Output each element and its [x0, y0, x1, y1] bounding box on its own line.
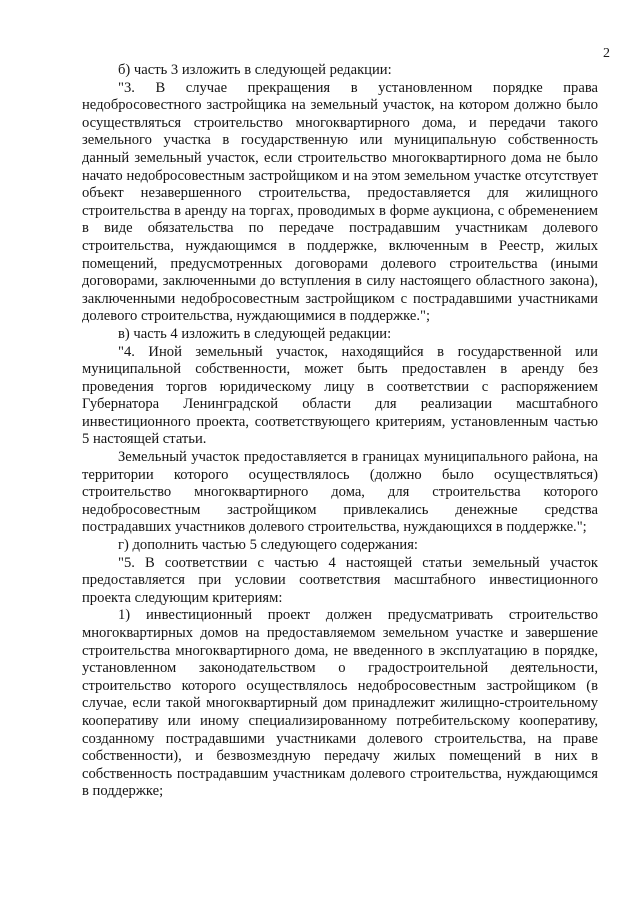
paragraph-amendment-v: в) часть 4 изложить в следующей редакции: [118, 325, 392, 342]
paragraph-part-4-land: Земельный участок предоставляется в границах муниципального района, на территории которого осуществлялось (должно было осуществляться) строительство многоквартирного дома, для строительства которого недобросовестным застройщиком привлекались денежные средства пострадавших участников долевого строительства, нуждающихся в поддержке."; [82, 449, 598, 536]
paragraph-criterion-1: 1) инвестиционный проект должен предусматривать строительство многоквартирных домов на предоставляемом земельном участке и завершение строительства многоквартирного дома, не введенного в эксплуатацию в порядке, установленном законодательством о градостроительной деятельности, строительство которого осуществлялось недобросовестным застройщиком (в случае, если такой многоквартирный дом принадлежит жилищно-строительному кооперативу или иному специализированному потребительскому кооперативу, созданному пострадавшими участниками долевого строительства, на праве собственности), и безвозмездную передачу жилых помещений в них в собственность пострадавшим участникам долевого строительства, нуждающимся в поддержке; [82, 607, 598, 800]
document-body [82, 62, 598, 801]
paragraph-part-4: "4. Иной земельный участок, находящийся в государственной или муниципальной собственности, может быть предоставлен в аренду без проведения торгов юридическому лицу в соответствии с распоряжением Губернатора Ленинградской области для реализации масштабного инвестиционного проекта, соответствующего критериям, установленным частью 5 настоящей статьи. [82, 343, 598, 448]
paragraph-amendment-b: б) часть 3 изложить в следующей редакции: [118, 62, 392, 78]
paragraph-amendment-g: г) дополнить частью 5 следующего содержания: [118, 537, 418, 554]
page-number: 2 [603, 46, 610, 61]
paragraph-part-5: "5. В соответствии с частью 4 настоящей статьи земельный участок предоставляется при условии соответствия масштабного инвестиционного проекта следующим критериям: [82, 554, 598, 606]
paragraph-part-3: "3. В случае прекращения в установленном порядке права недобросовестного застройщика на земельный участок, на котором должно было осуществляться строительство многоквартирного дома, и передачи такого земельного участка в государственную или муниципальную собственность данный земельный участок, если строительство многоквартирного дома не было начато недобросовестным застройщиком и на этом земельном участке отсутствует объект незавершенного строительства, предоставляется для жилищного строительства в аренду на торгах, проводимых в форме аукциона, с обременением в виде обязательства по передаче пострадавшим участникам долевого строительства, нуждающимся в поддержке, включенным в Реестр, жилых помещений, предусмотренных договорами долевого строительства (иными договорами, заключенными до вступления в силу настоящего областного закона), заключенными недобросовестным застройщиком с пострадавшими участниками долевого строительства, нуждающимися в поддержке."; [82, 79, 598, 325]
